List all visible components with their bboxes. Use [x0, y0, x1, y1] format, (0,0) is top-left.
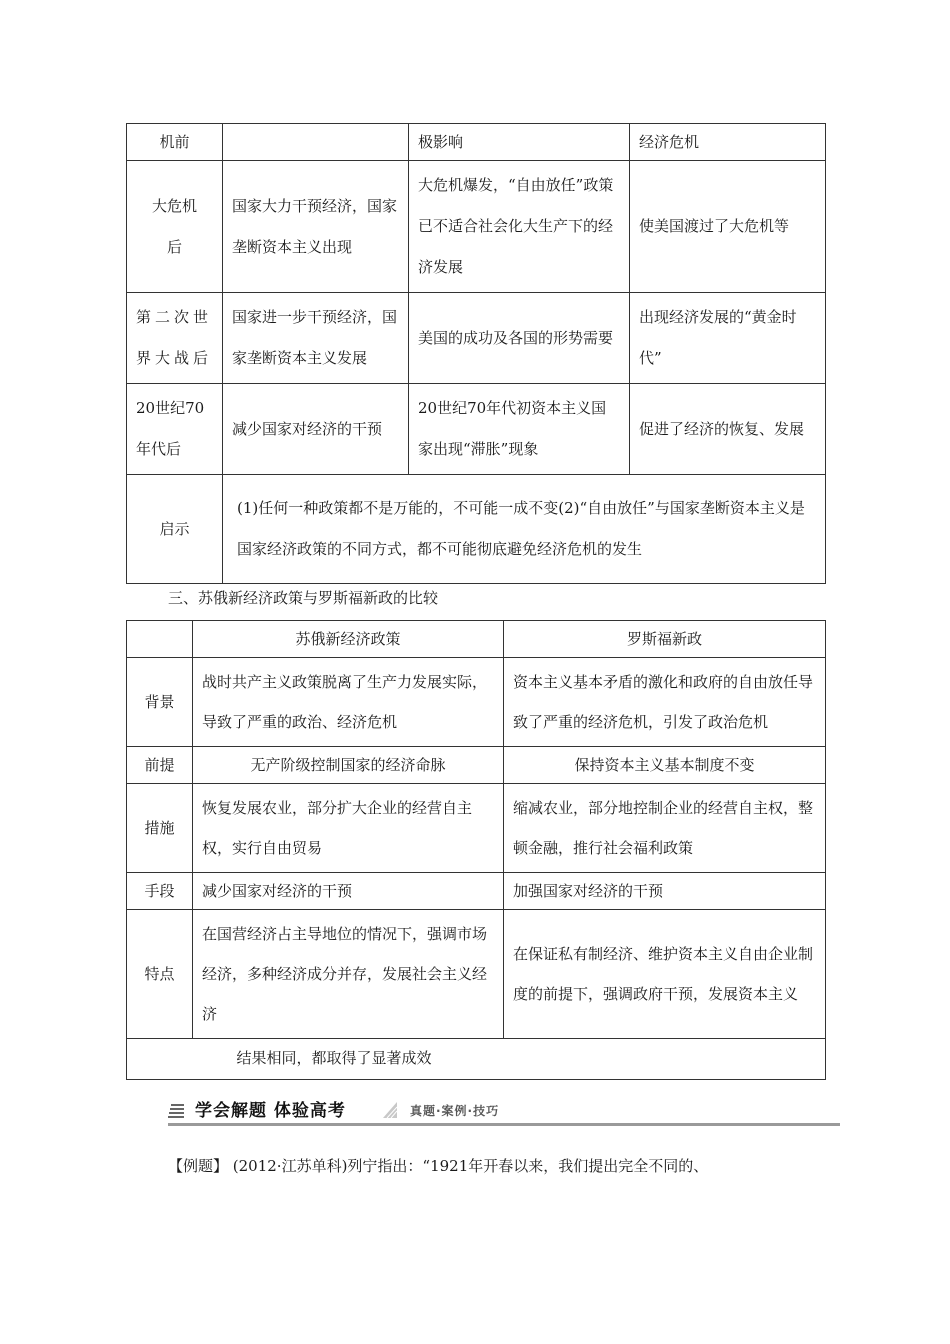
table-cell: 战时共产主义政策脱离了生产力发展实际，导致了严重的政治、经济危机: [193, 658, 504, 747]
stripes-icon: [168, 1102, 184, 1118]
banner-subtitle: 真题·案例·技巧: [410, 1104, 500, 1118]
table-cell: 减少国家对经济的干预: [193, 873, 504, 910]
table-cell: 出现经济发展的“黄金时代”: [630, 293, 826, 384]
table-row: [127, 658, 826, 747]
example-label: 【例题】: [168, 1157, 229, 1175]
comparison-table: [126, 620, 826, 1080]
table-cell: 背景: [127, 658, 193, 747]
table-cell: 减少国家对经济的干预: [223, 384, 409, 475]
table-cell: 使美国渡过了大危机等: [630, 161, 826, 293]
table-header-cell: [127, 621, 193, 658]
table-cell: 手段: [127, 873, 193, 910]
insight-text: (1)任何一种政策都不是万能的，不可能一成不变(2)“自由放任”与国家垄断资本主义是国家经济政策的不同方式，都不可能彻底避免经济危机的发生: [223, 475, 826, 584]
table-row-insight: [127, 475, 826, 584]
table-cell: 经济危机: [630, 124, 826, 161]
banner-title: 学会解题 体验高考: [195, 1101, 346, 1121]
example-paragraph: [168, 1152, 848, 1180]
table-cell: 前提: [127, 747, 193, 784]
table-cell: 措施: [127, 784, 193, 873]
table-header-row: [127, 621, 826, 658]
table-cell: 促进了经济的恢复、发展: [630, 384, 826, 475]
table-cell: 美国的成功及各国的形势需要: [409, 293, 630, 384]
result-text: 结果相同，都取得了显著成效: [193, 1039, 826, 1080]
table-row: [127, 873, 826, 910]
table-cell: 在国营经济占主导地位的情况下，强调市场经济，多种经济成分并存，发展社会主义经济: [193, 910, 504, 1039]
table-cell: 保持资本主义基本制度不变: [504, 747, 826, 784]
table-cell: 极影响: [409, 124, 630, 161]
table-cell: 特点: [127, 910, 193, 1039]
table-row: [127, 161, 826, 293]
table-row-result: [127, 1039, 826, 1080]
table-header-cell: 苏俄新经济政策: [193, 621, 504, 658]
table-cell: 机前: [127, 124, 223, 161]
table-row: [127, 747, 826, 784]
section-heading: 三、苏俄新经济政策与罗斯福新政的比较: [168, 589, 439, 607]
table-cell: 大危机爆发，“自由放任”政策已不适合社会化大生产下的经济发展: [409, 161, 630, 293]
table-row: [127, 784, 826, 873]
example-text: (2012·江苏单科)列宁指出：“1921年开春以来，我们提出完全不同的、: [228, 1157, 709, 1175]
table-cell: 国家进一步干预经济，国家垄断资本主义发展: [223, 293, 409, 384]
table-cell: 资本主义基本矛盾的激化和政府的自由放任导致了严重的经济危机，引发了政治危机: [504, 658, 826, 747]
triangle-icon: [383, 1102, 397, 1118]
table-cell: 20世纪70年代后: [127, 384, 223, 475]
table-cell: 第二次世界大战后: [127, 293, 223, 384]
table-row: [127, 384, 826, 475]
table-cell: 在保证私有制经济、维护资本主义自由企业制度的前提下，强调政府干预，发展资本主义: [504, 910, 826, 1039]
table-cell: 20世纪70年代初资本主义国家出现“滞胀”现象: [409, 384, 630, 475]
table-cell: 无产阶级控制国家的经济命脉: [193, 747, 504, 784]
table-cell: 缩减农业，部分地控制企业的经营自主权，整顿金融，推行社会福利政策: [504, 784, 826, 873]
table-row: [127, 124, 826, 161]
table-row: [127, 293, 826, 384]
section-banner: [168, 1098, 840, 1126]
table-header-cell: 罗斯福新政: [504, 621, 826, 658]
policy-evolution-table: [126, 123, 826, 584]
table-cell: 加强国家对经济的干预: [504, 873, 826, 910]
insight-label: 启示: [127, 475, 223, 584]
table-cell: 恢复发展农业，部分扩大企业的经营自主权，实行自由贸易: [193, 784, 504, 873]
table-cell: [223, 124, 409, 161]
table-cell: 国家大力干预经济，国家垄断资本主义出现: [223, 161, 409, 293]
table-row: [127, 910, 826, 1039]
banner-rule: [168, 1123, 840, 1126]
table-cell: 大危机后: [127, 161, 223, 293]
table-cell: [127, 1039, 193, 1080]
